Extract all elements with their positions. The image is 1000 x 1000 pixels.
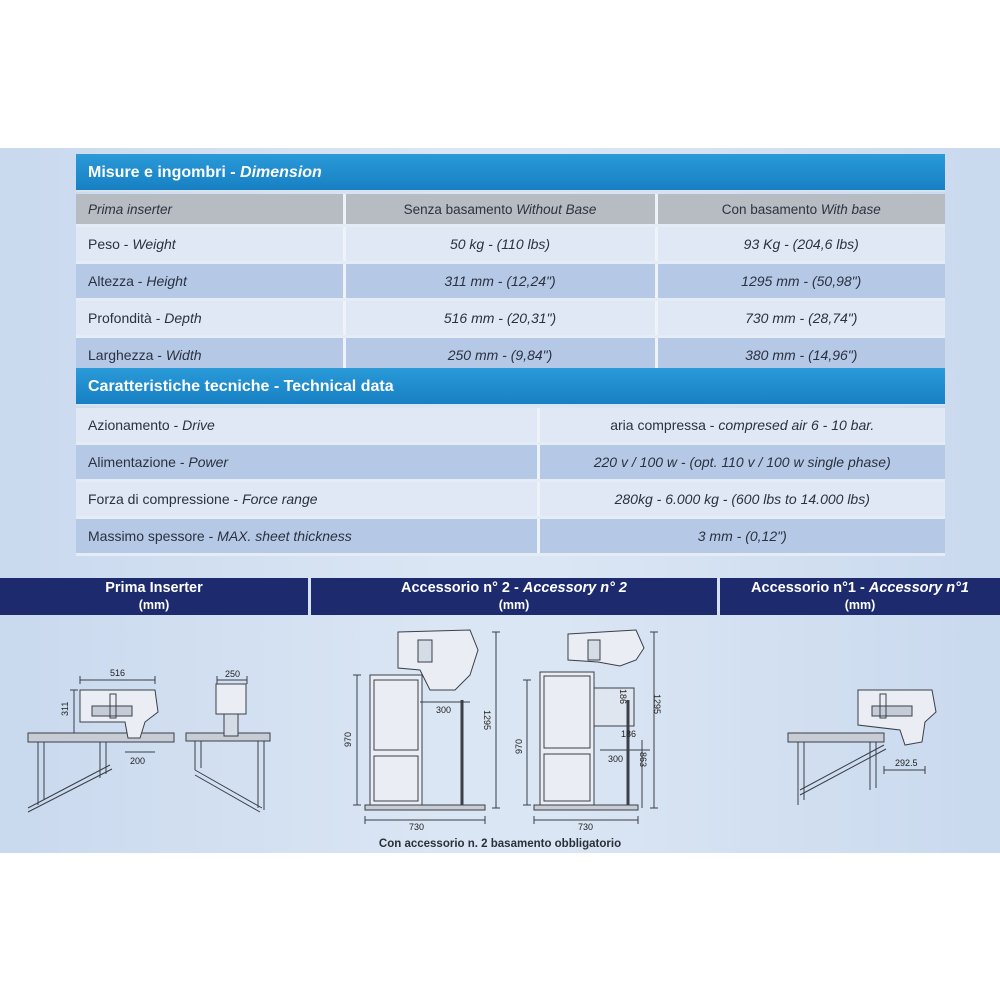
prima-inserter-side-drawing bbox=[28, 676, 174, 812]
table-row bbox=[76, 263, 945, 300]
header-with-base: Con basamento With base bbox=[656, 194, 945, 226]
row-label: Peso - Weight bbox=[76, 226, 344, 263]
column-header-prima-inserter: Prima Inserter (mm) bbox=[0, 578, 308, 615]
table-row bbox=[76, 408, 945, 444]
dim-292-5: 292.5 bbox=[895, 758, 918, 768]
row-label: Massimo spessore - MAX. sheet thickness bbox=[76, 518, 538, 555]
table-row bbox=[76, 444, 945, 481]
column-header-accessory-2: Accessorio n° 2 - Accessory n° 2 (mm) bbox=[311, 578, 717, 615]
accessory-1-drawing bbox=[788, 690, 936, 805]
column-header-accessory-1: Accessorio n°1 - Accessory n°1 (mm) bbox=[720, 578, 1000, 615]
dim-970-a: 970 bbox=[343, 731, 353, 747]
row-value-with: 380 mm - (14,96") bbox=[656, 337, 945, 374]
dim-1295-b: 1295 bbox=[652, 694, 662, 715]
row-value-without: 50 kg - (110 lbs) bbox=[344, 226, 656, 263]
dim-250: 250 bbox=[225, 669, 241, 679]
dim-186-a: 186 bbox=[618, 689, 628, 705]
technical-drawings bbox=[0, 615, 1000, 840]
row-value: 220 v / 100 w - (opt. 110 v / 100 w single phase) bbox=[538, 444, 945, 481]
row-label: Larghezza - Width bbox=[76, 337, 344, 374]
row-value-without: 250 mm - (9,84") bbox=[344, 337, 656, 374]
row-value-with: 730 mm - (28,74") bbox=[656, 300, 945, 337]
row-value: 3 mm - (0,12") bbox=[538, 518, 945, 555]
dim-970-b: 970 bbox=[514, 738, 524, 754]
technical-table bbox=[76, 408, 945, 556]
row-label: Alimentazione - Power bbox=[76, 444, 538, 481]
dim-1295-a: 1295 bbox=[482, 710, 492, 731]
row-value: aria compressa - compresed air 6 - 10 bar. bbox=[538, 408, 945, 444]
header-model: Prima inserter bbox=[76, 194, 344, 226]
accessory-note: Con accessorio n. 2 basamento obbligatorio bbox=[378, 838, 622, 850]
header-without-base: Senza basamento Without Base bbox=[344, 194, 656, 226]
row-label: Forza di compressione - Force range bbox=[76, 481, 538, 518]
dimensions-table bbox=[76, 194, 945, 375]
dim-300-b: 300 bbox=[608, 754, 624, 764]
dim-311: 311 bbox=[60, 701, 70, 716]
table-row bbox=[76, 518, 945, 555]
table-row bbox=[76, 481, 945, 518]
row-label: Altezza - Height bbox=[76, 263, 344, 300]
row-value: 280kg - 6.000 kg - (600 lbs to 14.000 lbs) bbox=[538, 481, 945, 518]
dim-200: 200 bbox=[130, 756, 146, 766]
prima-inserter-front-drawing bbox=[186, 676, 270, 812]
dim-186-b: 186 bbox=[621, 729, 637, 739]
row-label: Profondità - Depth bbox=[76, 300, 344, 337]
technical-section-header: Caratteristiche tecniche - Technical data bbox=[76, 368, 945, 406]
dim-516: 516 bbox=[110, 668, 126, 678]
dimensions-section-header bbox=[76, 154, 945, 192]
row-value-with: 93 Kg - (204,6 lbs) bbox=[656, 226, 945, 263]
dim-730-a: 730 bbox=[409, 822, 425, 832]
row-value-without: 311 mm - (12,24") bbox=[344, 263, 656, 300]
row-value-with: 1295 mm - (50,98") bbox=[656, 263, 945, 300]
table-row bbox=[76, 300, 945, 337]
accessory-2-front-drawing bbox=[353, 630, 500, 824]
dimensions-title: Misure e ingombri - bbox=[88, 164, 241, 181]
dimensions-header-row bbox=[76, 194, 945, 226]
dim-300-a: 300 bbox=[436, 705, 452, 715]
dim-863: 863 bbox=[638, 752, 648, 768]
row-label: Azionamento - Drive bbox=[76, 408, 538, 444]
table-row bbox=[76, 226, 945, 263]
row-value-without: 516 mm - (20,31") bbox=[344, 300, 656, 337]
accessory-2-side-drawing bbox=[523, 630, 658, 824]
dim-730-b: 730 bbox=[578, 822, 594, 832]
dimensions-title-en: Dimension bbox=[240, 164, 322, 181]
